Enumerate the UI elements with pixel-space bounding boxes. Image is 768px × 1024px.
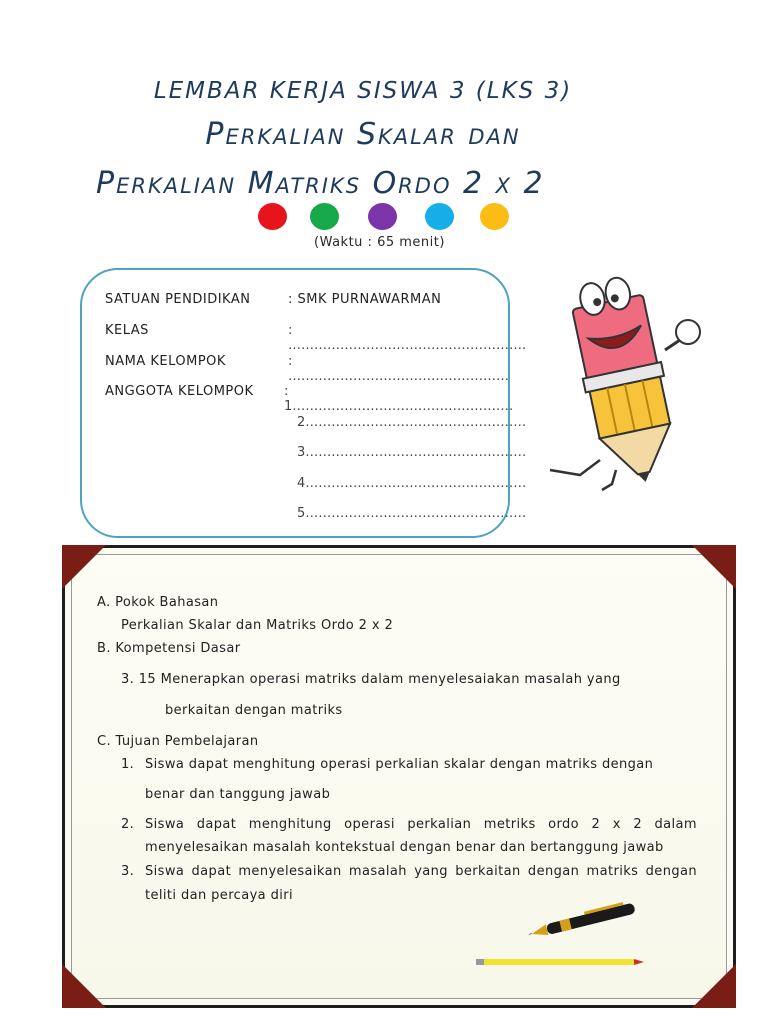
objective-number: 3. xyxy=(121,864,135,879)
board-corner-icon xyxy=(62,964,106,1008)
member-field-1[interactable]: : 1…………………………………………… xyxy=(284,384,514,414)
highlighter-icon xyxy=(476,955,646,969)
school-value: : SMK PURNAWARMAN xyxy=(288,292,442,307)
section-a-text: Perkalian Skalar dan Matriks Ordo 2 x 2 xyxy=(121,618,394,633)
objective-line: Siswa dapat menyelesaikan masalah yang berkaitan dengan matriks dengan xyxy=(145,864,697,879)
member-field-2[interactable]: 2…………………………………………… xyxy=(297,415,527,430)
member-field-3[interactable]: 3…………………………………………… xyxy=(297,445,527,460)
objective-line: Siswa dapat menghitung operasi perkalian skalar dengan matriks dengan xyxy=(145,757,654,772)
section-a-heading: A. Pokok Bahasan xyxy=(97,595,219,610)
board-corner-icon xyxy=(62,545,106,589)
board-corner-icon xyxy=(692,964,736,1008)
class-field[interactable]: : ………………………………………………. xyxy=(288,323,527,353)
pencil-mascot-icon xyxy=(540,270,710,495)
pen-icon xyxy=(526,900,651,940)
time-note: (Waktu : 65 menit) xyxy=(314,235,445,250)
red-dot xyxy=(258,203,287,230)
section-b-item-line1: 3. 15 Menerapkan operasi matriks dalam menyelesaiakan masalah yang xyxy=(121,672,621,687)
objective-line: Siswa dapat menghitung operasi perkalian metriks ordo 2 x 2 dalam xyxy=(145,817,697,832)
section-c-heading: C. Tujuan Pembelajaran xyxy=(97,734,259,749)
class-label: KELAS xyxy=(105,323,149,338)
objective-line: teliti dan percaya diri xyxy=(145,888,293,903)
green-dot xyxy=(310,203,339,230)
section-b-heading: B. Kompetensi Dasar xyxy=(97,641,241,656)
topic-title-line1: Perkalian Skalar dan xyxy=(205,117,521,152)
members-label: ANGGOTA KELOMPOK xyxy=(105,384,254,399)
member-field-4[interactable]: 4…………………………………………… xyxy=(297,476,527,491)
yellow-dot xyxy=(480,203,509,230)
member-field-5[interactable]: 5…………………………………………… xyxy=(297,506,527,521)
objective-line: menyelesaikan masalah kontekstual dengan benar dan bertanggung jawab xyxy=(145,840,664,855)
objective-number: 2. xyxy=(121,817,135,832)
group-label: NAMA KELOMPOK xyxy=(105,354,226,369)
worksheet-title: LEMBAR KERJA SISWA 3 (LKS 3) xyxy=(153,78,573,104)
objective-number: 1. xyxy=(121,757,135,772)
identity-box xyxy=(80,268,527,538)
group-field[interactable]: : …………………………………………… xyxy=(288,354,509,384)
section-b-item-line2: berkaitan dengan matriks xyxy=(165,703,343,718)
board-corner-icon xyxy=(692,545,736,589)
purple-dot xyxy=(368,203,397,230)
school-label: SATUAN PENDIDIKAN xyxy=(105,292,251,307)
objective-line: benar dan tanggung jawab xyxy=(145,787,331,802)
blue-dot xyxy=(425,203,454,230)
topic-title-line2: Perkalian Matriks Ordo 2 x 2 xyxy=(96,166,545,201)
